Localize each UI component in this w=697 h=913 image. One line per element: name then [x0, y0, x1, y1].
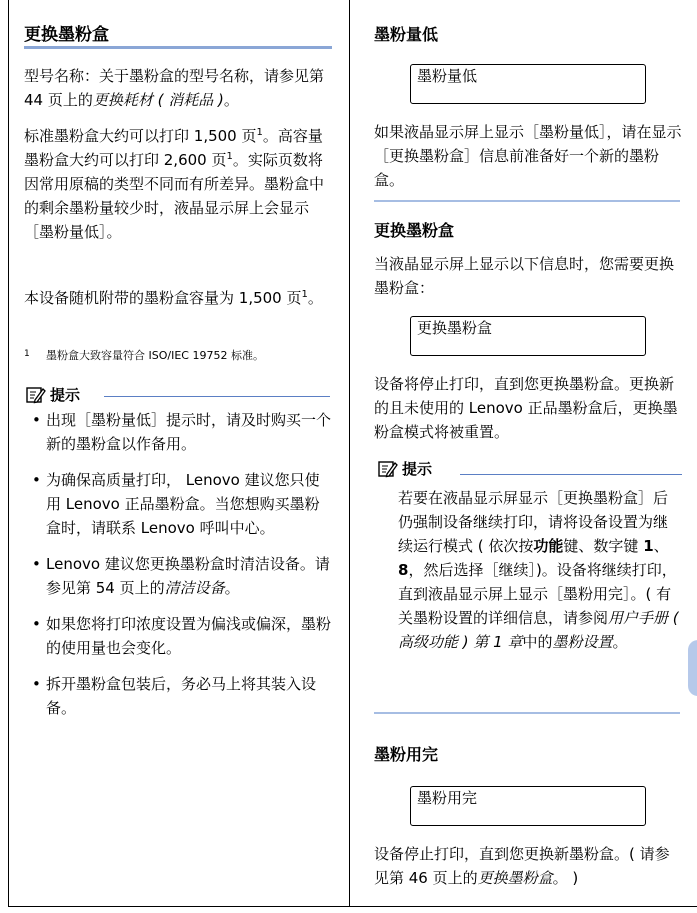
note-pencil-icon: [26, 386, 46, 404]
section-title-replace-toner-right: 更换墨粉盒: [374, 221, 455, 240]
yield-text-1: 标准墨粉盒大约可以打印 1,500 页: [24, 127, 257, 145]
hint-note-paragraph: [398, 486, 682, 654]
note-text-a: 若要在液晶显示屏显示［更换墨粉盒］后仍强制设备继续打印，请将设备设置为继续运行模式 ( 依次按: [398, 489, 669, 555]
lcd-message-toner-low: 墨粉量低: [410, 64, 646, 104]
replace-intro-paragraph: 当液晶显示屏上显示以下信息时，您需要更换墨粉盒：: [374, 255, 675, 297]
replace-paragraph: 设备将停止打印，直到您更换墨粉盒。更换新的且未使用的 Lenovo 正品墨粉盒后，更换墨粉盒模式将被重置。: [374, 375, 678, 441]
list-item: • 出现［墨粉量低］提示时，请及时购买一个新的墨粉盒以作备用。: [24, 408, 334, 456]
note-text-e: 中的: [522, 633, 553, 651]
yield-paragraph: [24, 124, 329, 244]
lcd-message-toner-out: 墨粉用完: [410, 786, 646, 826]
link-replace-consumables[interactable]: 更换耗材 ( 消耗品 ): [92, 91, 224, 109]
hint-label: 提示: [402, 460, 433, 478]
key-8: 8: [398, 561, 409, 579]
note-pencil-icon: [378, 460, 398, 478]
included-toner-paragraph: [24, 286, 329, 310]
model-text: 型号名称：关于墨粉盒的型号名称，请参见第 44 页上的: [24, 67, 325, 109]
section-title-replace-toner: 更换墨粉盒: [24, 25, 109, 45]
hint-header-right: [378, 458, 432, 479]
note-text-d: ，然后选择［继续］)。设备将继续打印，直到液晶显示屏上显示［墨粉用完］。( 有关墨粉设置的详细信息，请参阅: [398, 561, 677, 627]
note-text-b: 键、数字键: [563, 537, 644, 555]
key-1: 1: [643, 537, 654, 555]
toner-out-text: 设备停止打印，直到您更换新墨粉盒。( 请参见第 46 页上的: [374, 845, 670, 887]
section-divider: [374, 712, 680, 714]
section-divider: [374, 200, 680, 202]
model-text-end: 。: [223, 91, 239, 109]
hint-list: [24, 408, 334, 732]
toner-low-paragraph: 如果液晶显示屏上显示［墨粉量低］，请在显示［更换墨粉盒］信息前准备好一个新的墨粉盒。: [374, 123, 682, 189]
footnote-ref: 1: [256, 127, 263, 138]
yield-text-3: 。实际页数将因常用原稿的类型不同而有所差异。墨粉盒中的剩余墨粉量较少时，液晶显示屏上会显示［墨粉量低］。: [24, 151, 325, 241]
hint-rule: [104, 396, 330, 397]
toner-out-text-end: 。 ): [552, 869, 579, 887]
key-function: 功能: [533, 537, 564, 555]
note-text-c: 、: [653, 537, 669, 555]
footnote-text: 墨粉盒大致容量符合 ISO/IEC 19752 标准。: [46, 349, 264, 362]
link-user-manual[interactable]: 用户手册 ( 高级功能 ) 第 1 章: [398, 609, 679, 651]
section-title-toner-out: 墨粉用完: [374, 745, 439, 764]
lcd-message-replace-toner: 更换墨粉盒: [410, 316, 646, 356]
section-title-toner-low: 墨粉量低: [374, 25, 439, 44]
hint-header: [26, 384, 80, 405]
link-clean-device[interactable]: 清洁设备: [164, 579, 225, 597]
yield-text-2: 。高容量墨粉盒大约可以打印 2,600 页: [24, 127, 323, 169]
footnote-number: 1: [24, 349, 30, 359]
list-item: [24, 552, 334, 600]
note-text-f: 。: [612, 633, 628, 651]
hint-rule: [460, 474, 682, 475]
page-border-left: [8, 0, 9, 907]
footnote-ref: 1: [301, 289, 308, 300]
included-text: 本设备随机附带的墨粉盒容量为 1,500 页: [24, 289, 302, 307]
footnote-ref: 1: [226, 151, 233, 162]
footnote: [24, 346, 334, 364]
included-text-end: 。: [307, 289, 323, 307]
chapter-tab-marker: [688, 640, 697, 696]
bullet3-text: Lenovo 建议您更换墨粉盒时清洁设备。请参见第 54 页上的: [46, 555, 330, 597]
title-underline: [24, 46, 332, 49]
link-replace-toner[interactable]: 更换墨粉盒: [477, 869, 553, 887]
bullet3-end: 。: [224, 579, 240, 597]
model-name-paragraph: [24, 64, 329, 112]
page-border-bottom: [8, 906, 697, 907]
column-divider: [349, 0, 350, 907]
toner-out-paragraph: [374, 842, 684, 890]
list-item: • 拆开墨粉盒包装后，务必马上将其装入设备。: [24, 672, 334, 720]
link-toner-settings[interactable]: 墨粉设置: [552, 633, 613, 651]
hint-label: 提示: [50, 386, 81, 404]
list-item: • 为确保高质量打印， Lenovo 建议您只使用 Lenovo 正品墨粉盒。当您想购买墨粉盒时，请联系 Lenovo 呼叫中心。: [24, 468, 334, 540]
list-item: • 如果您将打印浓度设置为偏浅或偏深，墨粉的使用量也会变化。: [24, 612, 334, 660]
